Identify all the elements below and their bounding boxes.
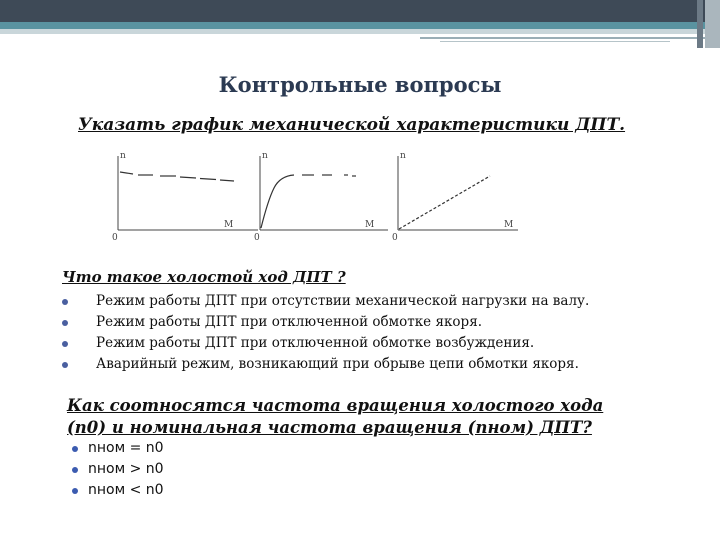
answer-text: nном = n0 (88, 440, 164, 456)
graph-3-x-label: M (504, 220, 514, 230)
top-light-bar (0, 29, 720, 34)
graph-2 (254, 151, 388, 243)
decor-line (440, 41, 670, 42)
answer-text: Режим работы ДПТ при отсутствии механической нагрузки на валу. (96, 293, 590, 309)
answer-text: Аварийный режим, возникающий при обрыве цепи обмотки якоря. (96, 356, 579, 372)
top-bar (0, 0, 720, 22)
answers-list-2 (62, 291, 589, 375)
question-3 (67, 395, 627, 439)
characteristic-graphs (108, 150, 528, 245)
bullet-icon (72, 467, 78, 473)
answer-option[interactable] (62, 312, 589, 333)
slide-title: Контрольные вопросы (218, 72, 502, 97)
top-accent-bar (0, 22, 720, 29)
bullet-icon (62, 362, 68, 368)
answer-option[interactable] (62, 291, 589, 312)
bullet-icon (62, 341, 68, 347)
graph-2-y-label: n (262, 151, 268, 161)
bullet-icon (72, 488, 78, 494)
corner-decor (705, 0, 720, 48)
question-2: Что такое холостой ход ДПТ ? (62, 268, 346, 286)
decor-line (420, 37, 720, 39)
graph-1 (112, 151, 258, 243)
graph-1-y-label: n (120, 151, 126, 161)
graph-3-origin: 0 (392, 233, 398, 243)
graph-3 (392, 151, 518, 243)
bullet-icon (62, 299, 68, 305)
answer-option[interactable] (72, 438, 164, 459)
graph-1-origin: 0 (112, 233, 118, 243)
answer-option[interactable] (62, 354, 589, 375)
corner-decor (697, 0, 703, 48)
graph-2-origin: 0 (254, 233, 260, 243)
answer-text: Режим работы ДПТ при отключенной обмотке возбуждения. (96, 335, 535, 351)
bullet-icon (62, 320, 68, 326)
answer-text: nном < n0 (88, 482, 164, 498)
answer-option[interactable] (72, 459, 164, 480)
answer-text: nном > n0 (88, 461, 164, 477)
question-1: Указать график механической характеристики ДПТ. (78, 115, 626, 135)
graph-3-y-label: n (400, 151, 406, 161)
answers-list-3 (72, 438, 164, 501)
answer-option[interactable] (72, 480, 164, 501)
answer-option[interactable] (62, 333, 589, 354)
graph-1-x-label: M (224, 220, 234, 230)
question-3-line-2: (n0) и номинальная частота вращения (nном) ДПТ? (67, 418, 592, 437)
graph-2-x-label: M (365, 220, 375, 230)
bullet-icon (72, 446, 78, 452)
question-3-line-1: Как соотносятся частота вращения холостого хода (67, 396, 604, 415)
answer-text: Режим работы ДПТ при отключенной обмотке якоря. (96, 314, 482, 330)
